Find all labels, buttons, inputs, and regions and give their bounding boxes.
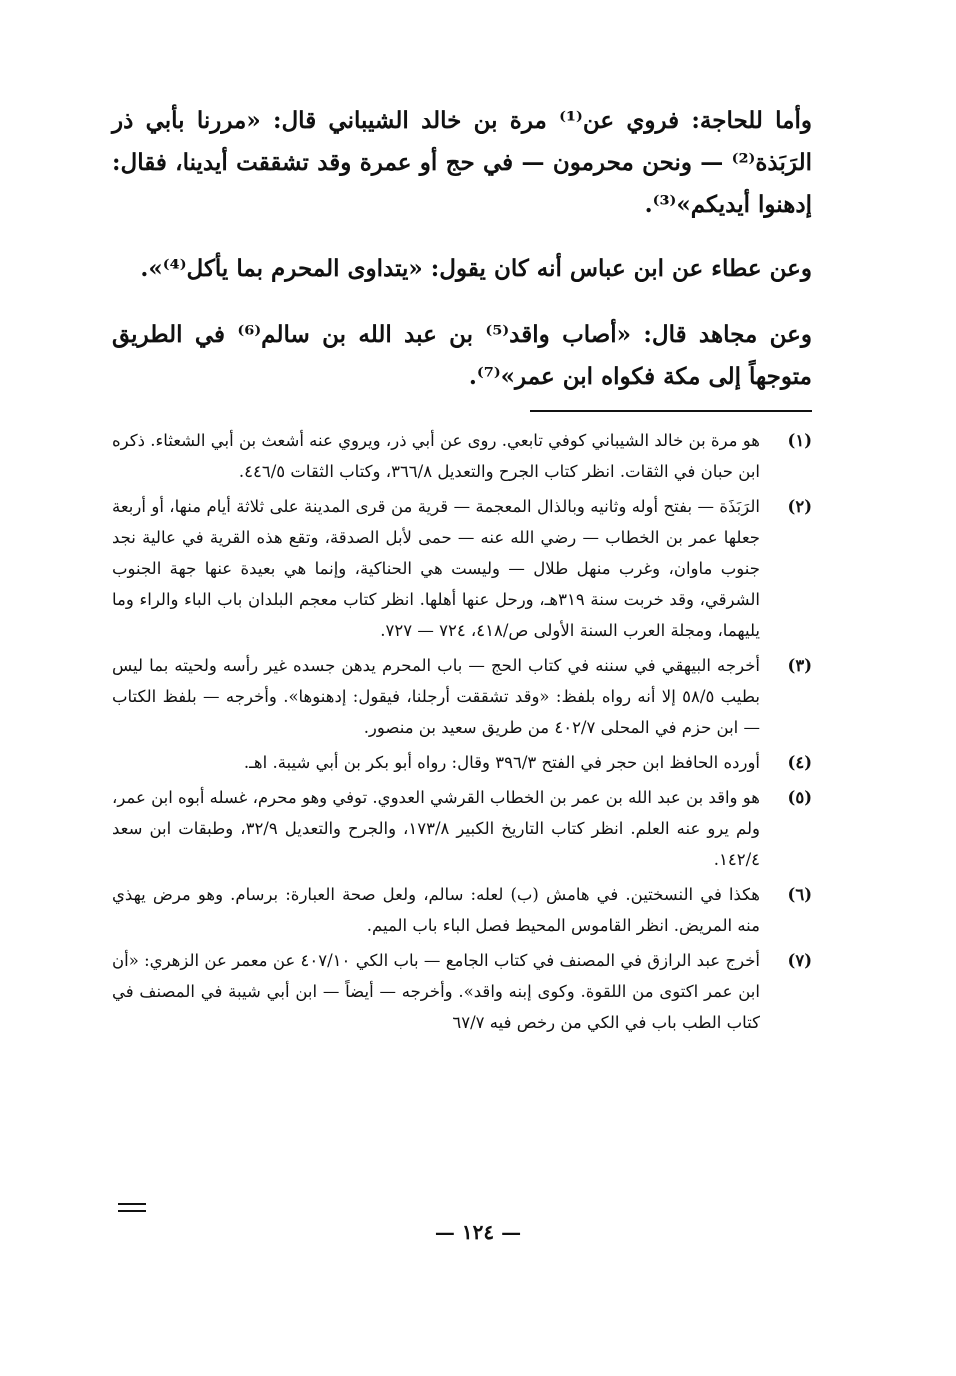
footnote-number: (٢) [787,497,812,516]
main-paragraph-3 [112,314,812,398]
paragraph-text: وعن مجاهد قال: «أصاب واقد⁽⁵⁾ بن عبد الله بن سالم⁽⁶⁾ في الطريق متوجهاً إلى مكة فكواه ابن عمر»⁽⁷⁾. [112,321,812,390]
paragraph-text: وعن عطاء عن ابن عباس أنه كان يقول: «يتداوى المحرم بما يأكل⁽⁴⁾». [140,255,812,282]
footnotes [112,425,812,1042]
footnote-number: (١) [787,431,812,450]
paragraph-text: وأما للحاجة: فروي عن⁽¹⁾ مرة بن خالد الشيباني قال: «مررنا بأبي ذر الرَبَذة⁽²⁾ — ونحن محرمون — في حج أو عمرة وقد تشققت أيدينا، فقال: إدهنوا أيديكم»⁽³⁾. [112,107,812,218]
footnote-number: (٥) [787,788,812,807]
footnote-text: أخرجه البيهقي في سننه في كتاب الحج — باب المحرم يدهن جسده غير رأسه ولحيته بما ليس بطيب ٥٨/٥ إلا أنه رواه بلفظ: «وقد تشققت أرجلنا، فيقول: إدهنوها». وأخرجه — بلفظ الكتاب — ابن حزم في المحلى ٤٠٢/٧ من طريق سعيد بن منصور. [112,656,760,737]
main-paragraph-1 [112,100,812,226]
footnote-3 [112,650,812,743]
footnote-text: الرَبَذَة — بفتح أوله وثانيه وبالذال المعجمة — قرية من قرى المدينة على ثلاثة أيام منها، أو أربعة جعلها عمر بن الخطاب — رضي الله عنه — حمى لأبل الصدقة، وتقع هذه القرية في عالية نجد جنوب ماوان، وغرب منهل طلال — وليست هي الحناكية، وإنما هي بعيدة عنها جهة الجنوب الشرقي، وقد خربت سنة ٣١٩هـ، ورحل عنها أهلها. انظر كتاب معجم البلدان باب الباء والراء وما يليهما، ومجلة العرب السنة الأولى ص/٤١٨، ٧٢٤ — ٧٢٧. [112,497,760,640]
footnote-number: (٤) [787,753,812,772]
footnote-number: (٣) [787,656,812,675]
footnote-number: (٧) [787,951,812,970]
footnote-text: أخرج عبد الرازق في المصنف في كتاب الجامع — باب الكي ٤٠٧/١٠ عن معمر عن الزهري: «أن ابن عمر اكتوى من اللقوة. وكوى إبنه واقد». وأخرجه — أيضاً — ابن أبي شيبة في المصنف في كتاب الطب باب في الكي من رخص فيه ٦٧/٧ [112,951,760,1032]
footnote-2 [112,491,812,646]
footnote-number: (٦) [787,885,812,904]
main-paragraph-2 [112,248,812,290]
footnote-text: هو واقد بن عبد الله بن عمر بن الخطاب القرشي العدوي. توفي وهو محرم، غسله أبوه ابن عمر، ولم يرو عنه العلم. انظر كتاب التاريخ الكبير ١٧٣/٨، والجرح والتعديل ٣٢/٩، وطبقات ابن سعد ١٤٢/٤. [112,788,760,869]
footnote-text: هكذا في النسختين. في هامش (ب) لعله: سالم، ولعل صحة العبارة: برسام. وهو مرض يهذي منه المريض. انظر القاموس المحيط فصل الباء باب الميم. [112,885,760,935]
footnote-text: هو مرة بن خالد الشيباني كوفي تابعي. روى عن أبي ذر، ويروي عنه أشعث بن أبي الشعثاء. ذكره ابن حبان في الثقات. انظر كتاب الجرح والتعديل ٣٦٦/٨، وكتاب الثقات ٤٤٦/٥. [112,431,760,481]
footnote-7 [112,945,812,1038]
footnote-4 [112,747,812,778]
footnote-5 [112,782,812,875]
footnote-1 [112,425,812,487]
footnote-text: أورده الحافظ ابن حجر في الفتح ٣٩٦/٣ وقال: رواه أبو بكر بن أبي شيبة. اهـ. [243,753,760,772]
continuation-mark [118,1203,146,1212]
footnote-separator [530,410,812,412]
page-number: — ١٢٤ — [434,1220,522,1244]
footnote-6 [112,879,812,941]
